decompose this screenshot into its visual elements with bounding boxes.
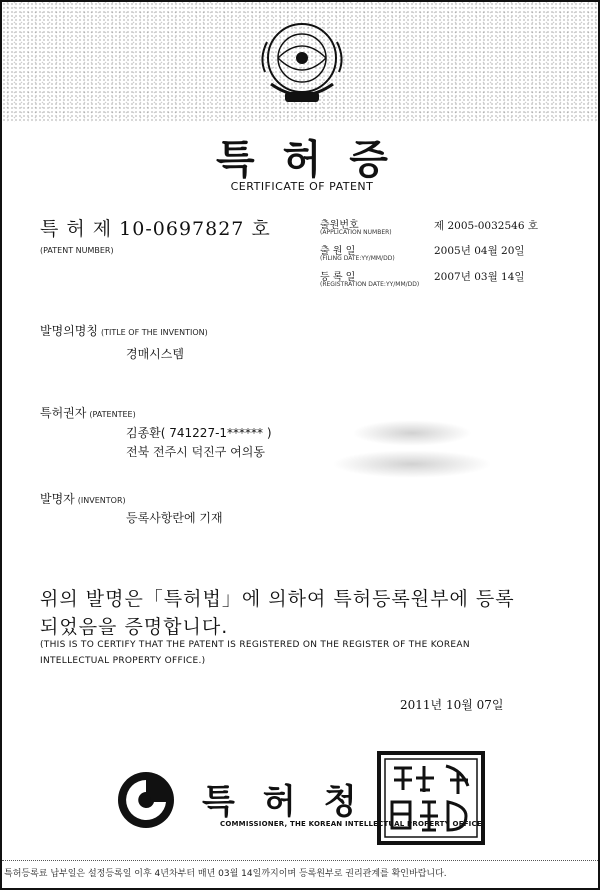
registration-date-label: 등 록 일	[320, 272, 356, 283]
declaration-en-line-2: INTELLECTUAL PROPERTY OFFICE.)	[40, 656, 206, 666]
invention-title-label-ko: 발명의명칭	[40, 324, 98, 338]
official-seal-icon	[376, 750, 486, 846]
issue-date: 2011년 10월 07일	[400, 698, 504, 712]
invention-title-value: 경매시스템	[126, 347, 184, 361]
issuer-name-en: COMMISSIONER, THE KOREAN INTELLECTUAL PROPERTY OFFICE	[220, 820, 482, 828]
patentee-address: 전북 전주시 덕진구 여의동	[126, 445, 265, 459]
filing-date-label-en: (FILING DATE:YY/MM/DD)	[320, 255, 395, 262]
invention-title-label	[40, 322, 208, 339]
registration-date-label-en: (REGISTRATION DATE:YY/MM/DD)	[320, 281, 420, 288]
inventor-value: 등록사항란에 기재	[126, 511, 223, 525]
patentee-label	[40, 404, 136, 421]
certificate-title: 특허증	[216, 137, 416, 183]
scan-smudge	[332, 450, 492, 478]
footer-note: 특허등록료 납부일은 설정등록일 이후 4년차부터 매년 03월 14일까지이며 등록원부로 권리관계를 확인바랍니다.	[4, 869, 447, 879]
patentee-label-en: (PATENTEE)	[89, 410, 136, 419]
national-emblem-icon	[247, 14, 357, 110]
application-number-value: 제 2005-0032546 호	[434, 220, 538, 232]
application-number-label: 출원번호	[320, 220, 359, 231]
registration-date-value: 2007년 03월 14일	[434, 271, 525, 283]
inventor-label	[40, 490, 126, 507]
footer-divider	[2, 860, 600, 861]
inventor-label-ko: 발명자	[40, 492, 75, 506]
certificate-title-en: CERTIFICATE OF PATENT	[230, 180, 374, 193]
patentee-label-ko: 특허권자	[40, 406, 87, 420]
patentee-name: 김종환( 741227-1****** )	[126, 426, 272, 440]
declaration-line-1: 위의 발명은「특허법」에 의하여 특허등록원부에 등록	[40, 588, 515, 610]
application-number-label-en: (APPLICATION NUMBER)	[320, 229, 392, 236]
issuer-name: 특허청	[202, 782, 385, 822]
scan-smudge	[352, 420, 472, 446]
filing-date-label: 출 원 일	[320, 246, 356, 257]
filing-date-value: 2005년 04월 20일	[434, 245, 525, 257]
patent-number-label-en: (PATENT NUMBER)	[40, 246, 114, 255]
patent-number: 특 허 제 10-0697827 호	[40, 218, 271, 240]
declaration-line-2: 되었음을 증명합니다.	[40, 616, 229, 638]
kipo-logo-icon	[114, 768, 178, 832]
invention-title-label-en: (TITLE OF THE INVENTION)	[100, 328, 208, 337]
inventor-label-en: (INVENTOR)	[77, 496, 126, 505]
declaration-en-line-1: (THIS IS TO CERTIFY THAT THE PATENT IS REGISTERED ON THE REGISTER OF THE KOREAN	[40, 640, 470, 650]
